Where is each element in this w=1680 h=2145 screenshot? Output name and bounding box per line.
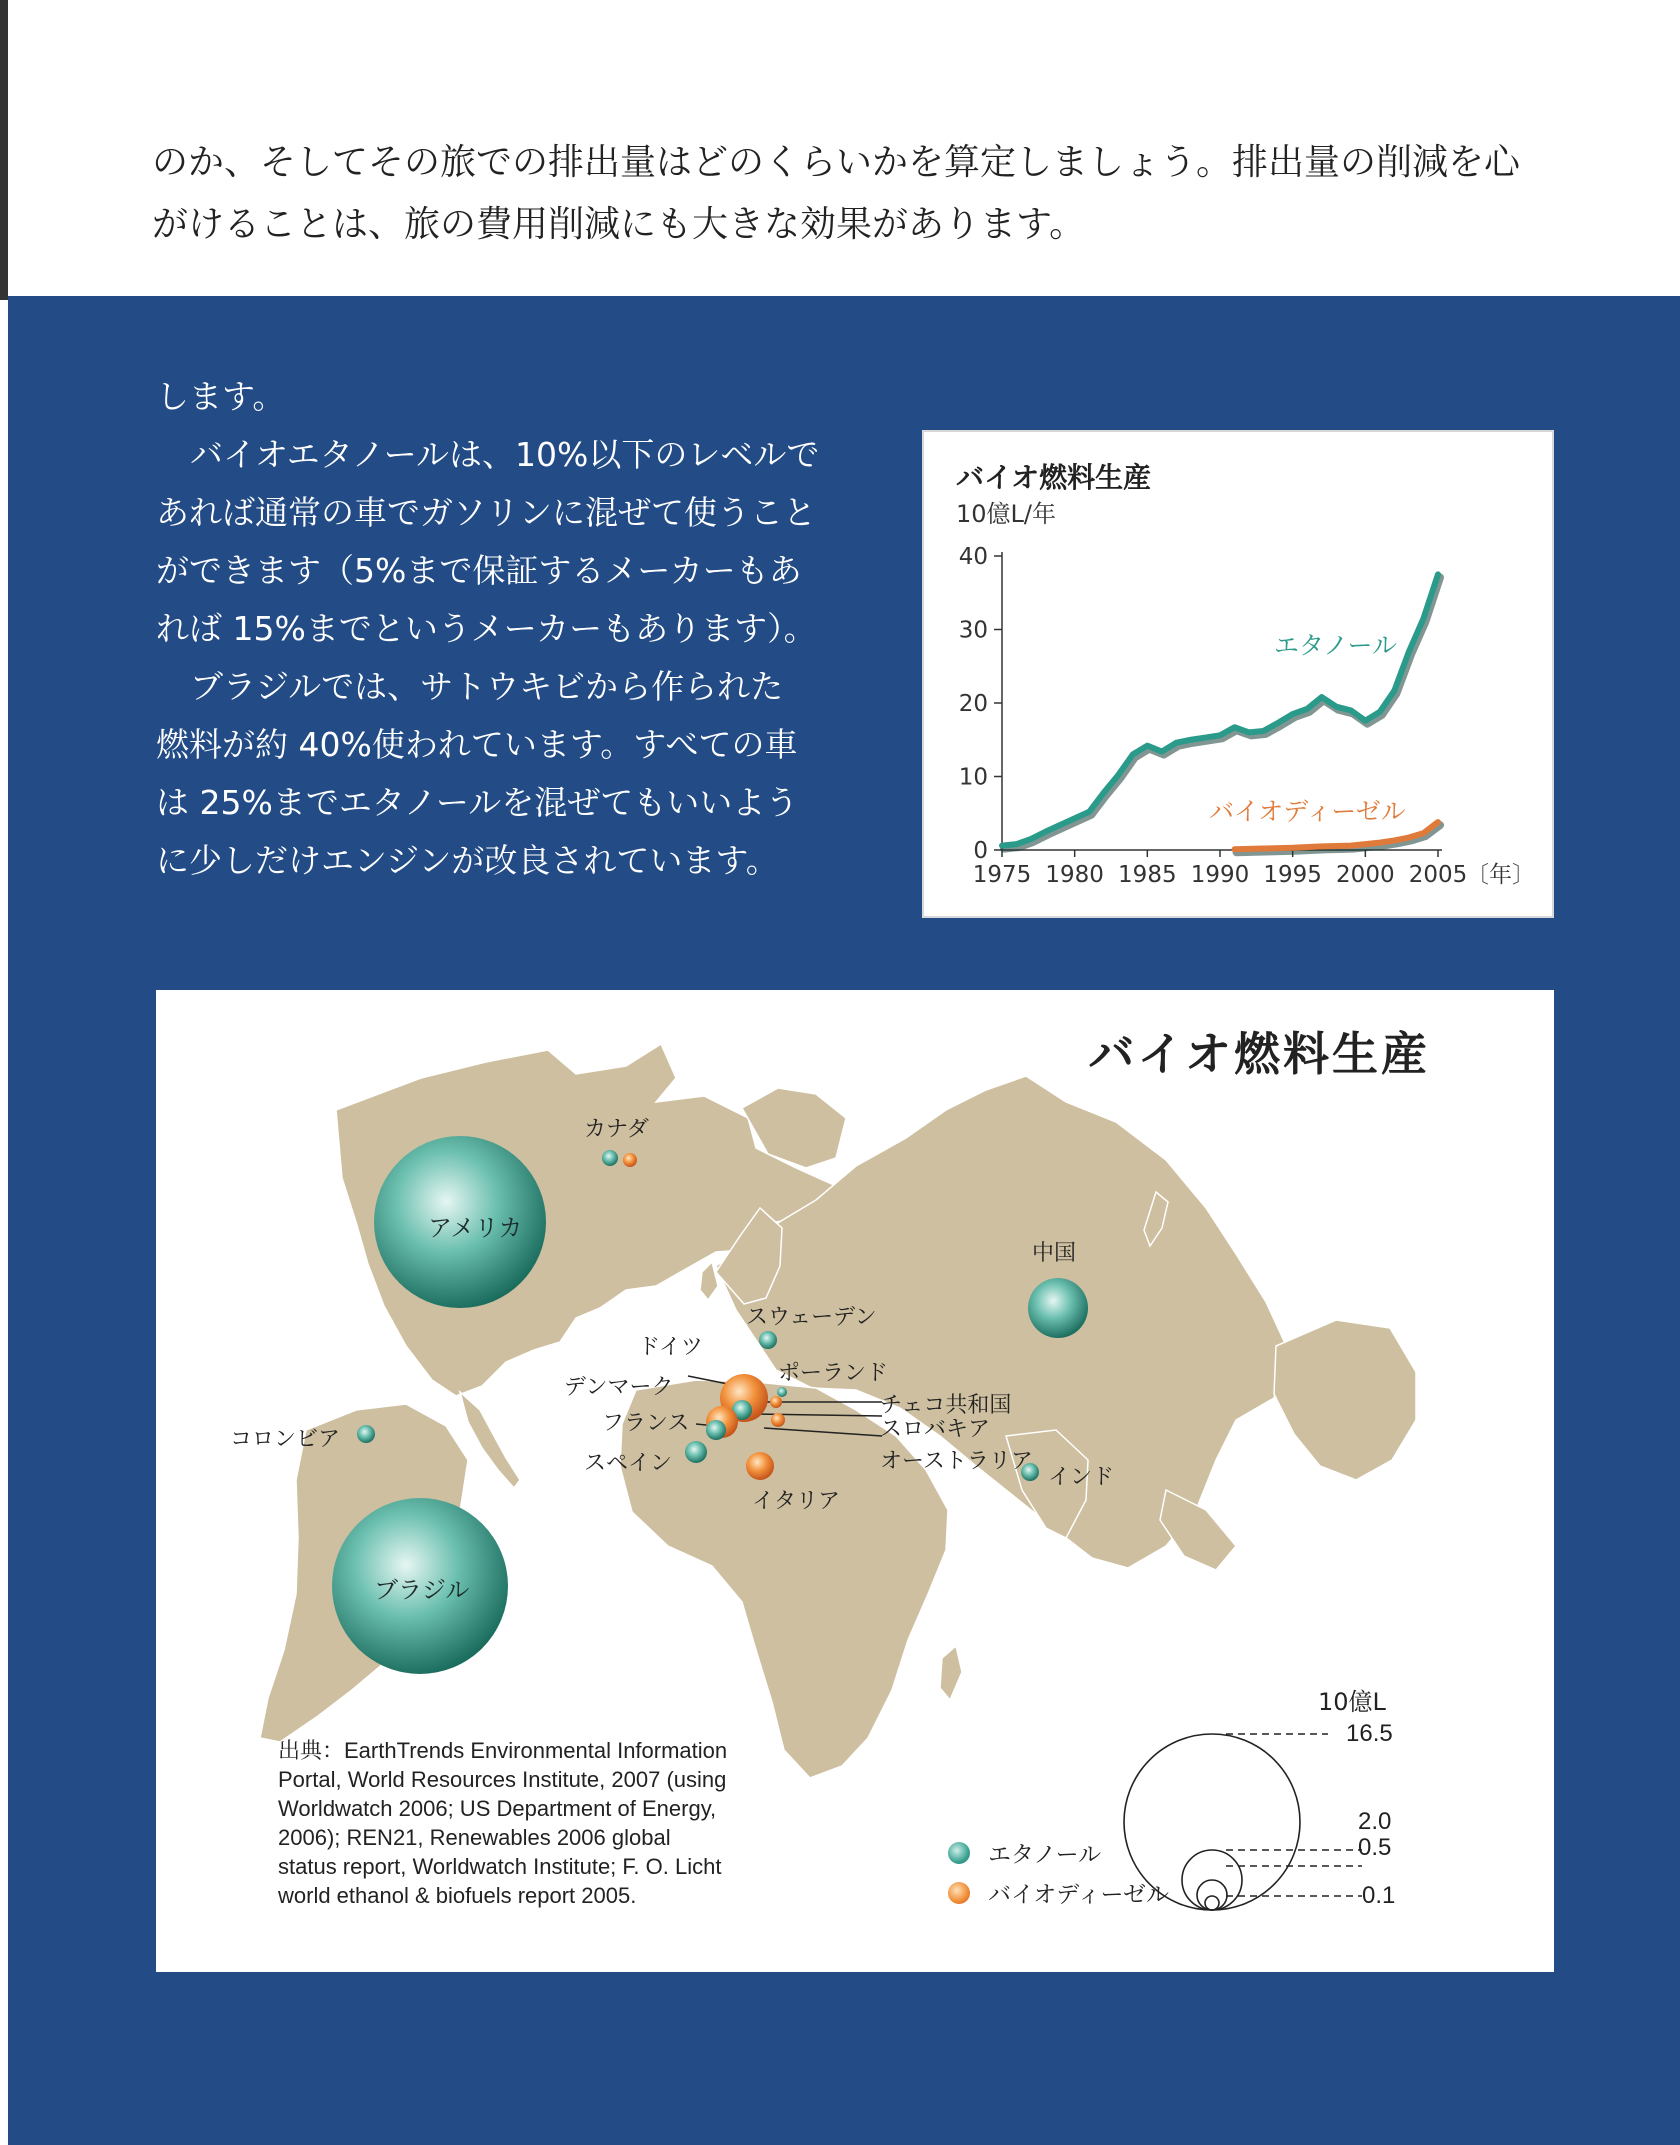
legend-biodiesel	[948, 1876, 1169, 1909]
body-line: れば 15%までというメーカーもあります）。	[156, 609, 817, 648]
country-label-france: フランス	[602, 1411, 690, 1436]
scale-label-16-5: 16.5	[1346, 1720, 1393, 1747]
legend-ethanol	[948, 1836, 1101, 1869]
biofuel-line-chart	[922, 430, 1554, 918]
biodiesel-dot-icon	[948, 1882, 970, 1904]
x-tick-label: 1980	[1045, 862, 1104, 888]
country-label-sweden: スウェーデン	[746, 1305, 877, 1330]
country-label-germany: ドイツ	[638, 1335, 703, 1360]
x-tick-label: 2005	[1408, 862, 1468, 888]
source-line: Portal, World Resources Institute, 2007 (using	[278, 1767, 727, 1792]
bubble-italy-biodiesel	[746, 1452, 774, 1480]
map-title: バイオ燃料生産	[1088, 1027, 1430, 1081]
biofuel-map	[156, 990, 1554, 1972]
scale-circle-0-1	[1205, 1896, 1219, 1910]
country-label-spain: スペイン	[584, 1451, 673, 1476]
bubble-poland-biodiesel	[770, 1396, 782, 1408]
land-madagascar	[940, 1646, 962, 1700]
x-tick-label: 1985	[1118, 862, 1177, 888]
y-tick-label: 20	[958, 691, 988, 717]
country-label-italy: イタリア	[752, 1489, 841, 1514]
top-paragraph-line: がけることは、旅の費用削減にも大きな効果があります。	[152, 204, 1086, 245]
y-tick-label: 40	[958, 544, 988, 570]
country-label-poland: ポーランド	[778, 1361, 889, 1386]
bubble-china-ethanol	[1028, 1278, 1088, 1338]
source-citation	[278, 1736, 778, 1910]
country-label-usa: アメリカ	[428, 1214, 523, 1242]
country-label-brazil: ブラジル	[374, 1576, 470, 1604]
country-label-slovakia: スロバキア	[880, 1417, 991, 1442]
top-paragraph	[152, 132, 1572, 256]
bubble-sweden-ethanol	[759, 1331, 777, 1349]
scale-unit: 10億L	[1318, 1688, 1386, 1716]
legend-biodiesel-label: バイオディーゼル	[988, 1882, 1170, 1908]
bubble-france-ethanol	[706, 1420, 726, 1440]
scale-circle-0-5	[1197, 1880, 1227, 1910]
source-line: 出典：EarthTrends Environmental Information	[278, 1738, 728, 1763]
x-tick-label: 2000	[1336, 862, 1395, 888]
y-tick-label: 30	[958, 617, 988, 644]
bubble-canada-ethanol	[602, 1150, 618, 1166]
country-label-canada: カナダ	[584, 1117, 649, 1142]
body-line: あれば通常の車でガソリンに混ぜて使うこと	[156, 493, 816, 532]
ethanol-dot-icon	[948, 1842, 970, 1864]
country-label-austria: オーストラリア	[880, 1449, 1033, 1474]
x-tick-label: 1995	[1263, 862, 1322, 888]
body-text	[156, 368, 896, 890]
y-tick-label: 10	[958, 764, 988, 791]
source-line: 2006); REN21, Renewables 2006 global	[278, 1825, 671, 1850]
country-label-india: インド	[1048, 1465, 1115, 1490]
country-label-denmark: デンマーク	[564, 1375, 674, 1400]
bubble-spain-ethanol	[685, 1441, 707, 1463]
scale-label-0-1: 0.1	[1362, 1882, 1396, 1909]
source-line: world ethanol & biofuels report 2005.	[278, 1883, 637, 1908]
source-line: Worldwatch 2006; US Department of Energy,	[278, 1796, 717, 1821]
country-label-colombia: コロンビア	[230, 1427, 341, 1452]
top-paragraph-line: のか、そしてその旅での排出量はどのくらいかを算定しましょう。排出量の削減を心	[152, 142, 1521, 183]
body-line: は 25%までエタノールを混ぜてもいいよう	[156, 783, 799, 822]
series-label-biodiesel: バイオディーゼル	[1209, 797, 1406, 826]
scale-label-2-0: 2.0	[1358, 1808, 1392, 1835]
chart-title: バイオ燃料生産	[956, 461, 1152, 494]
body-line: バイオエタノールは、10%以下のレベルで	[190, 435, 820, 474]
bubble-colombia-ethanol	[357, 1425, 375, 1443]
body-line: ブラジルでは、サトウキビから作られた	[190, 667, 784, 706]
land-uk	[700, 1262, 718, 1300]
scale-label-0-5: 0.5	[1358, 1834, 1392, 1861]
bubble-czech-biodiesel	[771, 1413, 785, 1427]
country-label-czech: チェコ共和国	[880, 1393, 1012, 1418]
body-line: ができます（5%まで保証するメーカーもあ	[156, 551, 802, 590]
bubble-canada-biodiesel	[623, 1153, 637, 1167]
x-axis-label: 〔年〕	[1466, 862, 1535, 888]
body-line: します。	[156, 377, 286, 416]
scale-dashes	[1226, 1734, 1362, 1896]
page-edge-bar	[0, 0, 8, 300]
bubble-poland-ethanol	[777, 1387, 787, 1397]
series-label-ethanol: エタノール	[1274, 631, 1398, 660]
x-tick-label: 1975	[972, 862, 1032, 888]
chart-plot	[924, 432, 1552, 916]
land-australia	[1274, 1320, 1416, 1480]
legend-ethanol-label: エタノール	[988, 1842, 1102, 1868]
source-line: status report, Worldwatch Institute; F. O. Licht	[278, 1854, 722, 1879]
body-line: に少しだけエンジンが改良されています。	[156, 841, 779, 880]
chart-y-unit: 10億L/年	[956, 500, 1056, 528]
y-tick-label: 0	[973, 838, 988, 864]
body-line: 燃料が約 40%使われています。すべての車	[156, 725, 798, 764]
land-central-america	[460, 1392, 520, 1488]
country-label-china: 中国	[1032, 1241, 1077, 1266]
x-tick-label: 1990	[1190, 862, 1250, 888]
